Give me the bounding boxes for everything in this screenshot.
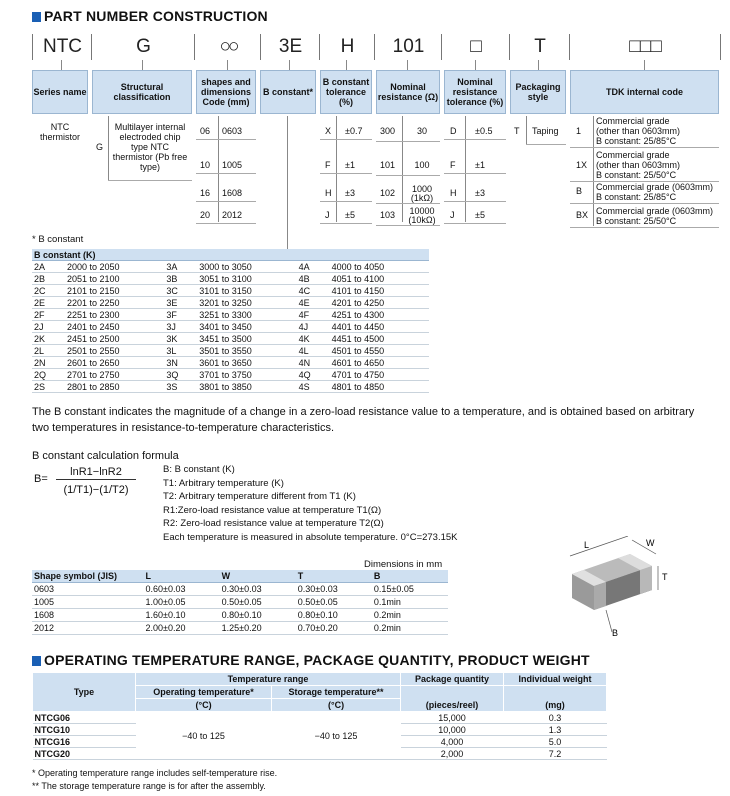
- b-table-cell: 3Q: [164, 369, 197, 381]
- tdk-rule: [570, 203, 719, 204]
- section-title-part-number: PART NUMBER CONSTRUCTION: [32, 8, 268, 24]
- b-table-row: [32, 381, 429, 393]
- dim-header: W: [220, 570, 296, 583]
- nomtol-rule: [444, 173, 506, 174]
- op-type: NTCG20: [33, 748, 136, 760]
- packaging-val: Taping: [532, 126, 559, 136]
- dim-row: [32, 583, 448, 596]
- shape-code: 10: [200, 160, 211, 170]
- chip-drawing: [548, 536, 678, 646]
- dim-row: [32, 609, 448, 622]
- header-nominal: Nominal resistance (Ω): [376, 70, 440, 114]
- op-head-temp: Temperature range: [136, 673, 401, 686]
- op-weight: 1.3: [504, 724, 607, 736]
- shape-value: 0603: [222, 126, 243, 136]
- formula-legend-line: T1: Arbitrary temperature (K): [163, 477, 284, 489]
- nomtol-value: ±1: [475, 160, 485, 170]
- op-head-op-unit: (°C): [136, 699, 272, 712]
- tdk-line1: Commercial grade (0603mm): [596, 182, 714, 192]
- b-table-row: [32, 261, 429, 273]
- op-type: NTCG06: [33, 712, 136, 724]
- b-table-cell: 3251 to 3300: [197, 309, 296, 321]
- b-table-cell: 2Q: [32, 369, 65, 381]
- b-table-row: [32, 345, 429, 357]
- b-table-cell: 4F: [297, 309, 330, 321]
- tdk-line1: Commercial grade (0603mm): [596, 206, 714, 216]
- structural-desc: Multilayer internal electroded chip type NTC thermistor (Pb free type): [112, 122, 188, 172]
- formula-den: (1/T1)−(1/T2): [63, 484, 129, 496]
- op-weight: 7.2: [504, 748, 607, 760]
- b-table-cell: 4B: [297, 273, 330, 285]
- op-head-pkg: Package quantity: [401, 673, 504, 686]
- b-table-cell: 4101 to 4150: [330, 285, 429, 297]
- tdk-line2: (other than 0603mm): [596, 160, 681, 170]
- b-table-cell: 3C: [164, 285, 197, 297]
- dim-cell: 1608: [32, 609, 144, 622]
- b-table-cell: 2F: [32, 309, 65, 321]
- shape-rule: [196, 201, 256, 202]
- dim-row: [32, 622, 448, 635]
- b-table-row: [32, 321, 429, 333]
- shape-rule: [196, 223, 256, 224]
- btol-code: H: [325, 188, 332, 198]
- nomtol-value: ±0.5: [475, 126, 493, 136]
- btol-rule: [320, 139, 372, 140]
- btol-value: ±5: [345, 210, 355, 220]
- dim-cell: 0.80±0.10: [296, 609, 372, 622]
- b-table-cell: 4601 to 4650: [330, 357, 429, 369]
- b-table-cell: 3000 to 3050: [197, 261, 296, 273]
- b-table-cell: 3451 to 3500: [197, 333, 296, 345]
- b-table-row: [32, 369, 429, 381]
- tdk-line3: B constant: 25/85°C: [596, 136, 677, 146]
- nominal-code: 101: [380, 160, 396, 170]
- tdk-line2: B constant: 25/85°C: [596, 192, 677, 202]
- code-ntc: NTC: [32, 34, 92, 60]
- tdk-line2: (other than 0603mm): [596, 126, 681, 136]
- b-table-cell: 2801 to 2850: [65, 381, 164, 393]
- nomtol-value: ±5: [475, 210, 485, 220]
- b-table-cell: 4701 to 4750: [330, 369, 429, 381]
- op-row: [33, 712, 607, 724]
- shape-code: 16: [200, 188, 211, 198]
- b-table-cell: 2601 to 2650: [65, 357, 164, 369]
- btol-rule: [320, 173, 372, 174]
- b-table-row: [32, 357, 429, 369]
- chip-label-b: B: [612, 628, 619, 638]
- nominal-value: 10000: [409, 206, 435, 216]
- btol-value: ±0.7: [345, 126, 363, 136]
- header-packaging: Packaging style: [510, 70, 566, 114]
- b-table-cell: 3051 to 3100: [197, 273, 296, 285]
- dim-cell: 0.1min: [372, 596, 448, 609]
- b-table-cell: 3F: [164, 309, 197, 321]
- dim-cell: 0.70±0.20: [296, 622, 372, 635]
- btol-value: ±1: [345, 160, 355, 170]
- nominal-rule: [376, 141, 440, 142]
- btol-rule: [320, 201, 372, 202]
- b-table-cell: 2J: [32, 321, 65, 333]
- dim-cell: 1.25±0.20: [220, 622, 296, 635]
- b-table-cell: 2051 to 2100: [65, 273, 164, 285]
- shape-value: 1608: [222, 188, 243, 198]
- dim-cell: 1.00±0.05: [144, 596, 220, 609]
- tdk-line1: Commercial grade: [596, 150, 670, 160]
- dim-note: Dimensions in mm: [364, 559, 443, 570]
- chip-label-l: L: [584, 540, 590, 550]
- nominal-code: 300: [380, 126, 396, 136]
- dim-cell: 1005: [32, 596, 144, 609]
- b-table-cell: 4C: [297, 285, 330, 297]
- nomtol-code: J: [450, 210, 455, 220]
- b-table-cell: 3B: [164, 273, 197, 285]
- b-table-cell: 2701 to 2750: [65, 369, 164, 381]
- nominal-value: 30: [416, 126, 427, 136]
- b-table-cell: 4Q: [297, 369, 330, 381]
- op-head-wt: Individual weight: [504, 673, 607, 686]
- b-table-row: [32, 333, 429, 345]
- code-shape: ○○: [194, 34, 261, 60]
- nominal-code: 103: [380, 210, 396, 220]
- b-table-cell: 2401 to 2450: [65, 321, 164, 333]
- b-table-cell: 4051 to 4100: [330, 273, 429, 285]
- b-table-cell: 4E: [297, 297, 330, 309]
- b-table-cell: 3701 to 3750: [197, 369, 296, 381]
- tdk-line2: B constant: 25/50°C: [596, 216, 677, 226]
- structural-code: G: [96, 142, 104, 152]
- b-table-cell: 2C: [32, 285, 65, 297]
- b-table-cell: 3E: [164, 297, 197, 309]
- formula-legend-line: R1:Zero-load resistance value at temperature T1(Ω): [163, 504, 382, 516]
- op-pkg: 10,000: [401, 724, 504, 736]
- storage-range: −40 to 125: [272, 712, 401, 760]
- b-table-cell: 3801 to 3850: [197, 381, 296, 393]
- section-title-operating: OPERATING TEMPERATURE RANGE, PACKAGE QUANTITY, PRODUCT WEIGHT: [32, 652, 590, 668]
- dim-cell: 0.2min: [372, 609, 448, 622]
- b-table-cell: 4201 to 4250: [330, 297, 429, 309]
- formula-legend-line: T2: Arbitrary temperature different from T1 (K): [163, 491, 356, 503]
- dim-cell: 2012: [32, 622, 144, 635]
- operating-table: [32, 672, 607, 760]
- nomtol-code: D: [450, 126, 457, 136]
- dim-cell: 0.30±0.03: [220, 583, 296, 596]
- nomtol-rule: [444, 223, 506, 224]
- dim-cell: 0.50±0.05: [220, 596, 296, 609]
- b-table-cell: 4A: [297, 261, 330, 273]
- b-table-row: [32, 285, 429, 297]
- b-table-cell: 2A: [32, 261, 65, 273]
- b-table-cell: 2101 to 2150: [65, 285, 164, 297]
- b-table-cell: 4801 to 4850: [330, 381, 429, 393]
- b-table-cell: 3201 to 3250: [197, 297, 296, 309]
- nominal-code: 102: [380, 188, 396, 198]
- b-table-cell: 3J: [164, 321, 197, 333]
- b-table-cell: 2E: [32, 297, 65, 309]
- dimension-table: [32, 570, 448, 635]
- dim-header: Shape symbol (JIS): [32, 570, 144, 583]
- b-table-cell: 2K: [32, 333, 65, 345]
- dim-cell: 1.60±0.10: [144, 609, 220, 622]
- header-tdk: TDK internal code: [570, 70, 719, 114]
- code-packaging: T: [509, 34, 570, 60]
- b-table-cell: 3N: [164, 357, 197, 369]
- nominal-sub: (1kΩ): [410, 193, 434, 203]
- tdk-rule: [570, 147, 719, 148]
- b-table-header: B constant (K): [32, 249, 429, 261]
- b-table-cell: 2201 to 2250: [65, 297, 164, 309]
- b-table-row: [32, 297, 429, 309]
- header-series: Series name: [32, 70, 88, 114]
- tdk-code: BX: [576, 210, 589, 220]
- shape-code: 20: [200, 210, 211, 220]
- dim-cell: 2.00±0.20: [144, 622, 220, 635]
- shape-value: 1005: [222, 160, 243, 170]
- b-note: * B constant: [32, 234, 84, 245]
- packaging-code: T: [514, 126, 520, 136]
- b-table-cell: 4501 to 4550: [330, 345, 429, 357]
- dim-header: B: [372, 570, 448, 583]
- b-table-cell: 4251 to 4300: [330, 309, 429, 321]
- nominal-rule: [376, 225, 440, 226]
- b-table-cell: 3L: [164, 345, 197, 357]
- b-table-cell: 4K: [297, 333, 330, 345]
- op-head-wt-unit: (mg): [504, 686, 607, 712]
- b-table-cell: 4N: [297, 357, 330, 369]
- dim-cell: 0.60±0.03: [144, 583, 220, 596]
- formula-legend-line: R2: Zero-load resistance value at temperature T2(Ω): [163, 518, 384, 530]
- code-bconst: 3E: [260, 34, 320, 60]
- header-shapes: shapes and dimensions Code (mm): [196, 70, 256, 114]
- dim-cell: 0.2min: [372, 622, 448, 635]
- nomtol-rule: [444, 201, 506, 202]
- dim-cell: 0603: [32, 583, 144, 596]
- btol-code: X: [325, 126, 332, 136]
- b-table-cell: 2N: [32, 357, 65, 369]
- footnote-2: ** The storage temperature range is for after the assembly.: [32, 781, 266, 791]
- chip-label-t: T: [662, 572, 668, 582]
- b-table-cell: 4L: [297, 345, 330, 357]
- dim-cell: 0.80±0.10: [220, 609, 296, 622]
- btol-code: J: [325, 210, 330, 220]
- nominal-value: 100: [414, 160, 430, 170]
- b-table-row: [32, 309, 429, 321]
- shape-value: 2012: [222, 210, 243, 220]
- op-pkg: 2,000: [401, 748, 504, 760]
- code-structural: G: [91, 34, 195, 60]
- b-table-cell: 3S: [164, 381, 197, 393]
- b-description: The B constant indicates the magnitude of a change in a zero-load resistance value to a temperature, and is obtained based on arbitrary two temperatures in resistance-to-temperature characteristics.: [32, 406, 695, 434]
- series-desc: NTC thermistor: [39, 122, 80, 142]
- b-table-cell: 3K: [164, 333, 197, 345]
- btol-code: F: [325, 160, 331, 170]
- dim-cell: 0.50±0.05: [296, 596, 372, 609]
- formula-lhs: B=: [34, 473, 48, 485]
- formula-legend-line: Each temperature is measured in absolute temperature. 0°C=273.15K: [163, 532, 458, 543]
- b-table-cell: 3601 to 3650: [197, 357, 296, 369]
- nomtol-code: H: [450, 188, 457, 198]
- formula-legend-line: B: B constant (K): [163, 464, 235, 475]
- op-head-st: Storage temperature**: [272, 686, 401, 699]
- header-structural: Structural classification: [92, 70, 192, 114]
- b-table-cell: 4401 to 4450: [330, 321, 429, 333]
- btol-value: ±3: [345, 188, 355, 198]
- tdk-code: 1X: [576, 160, 588, 170]
- b-table-cell: 4S: [297, 381, 330, 393]
- btol-rule: [320, 223, 372, 224]
- op-type: NTCG10: [33, 724, 136, 736]
- b-table-row: [32, 273, 429, 285]
- dim-cell: 0.15±0.05: [372, 583, 448, 596]
- footnote-1: * Operating temperature range includes self-temperature rise.: [32, 768, 278, 778]
- b-table-cell: 4451 to 4500: [330, 333, 429, 345]
- chip-label-w: W: [646, 538, 655, 548]
- op-head-st-unit: (°C): [272, 699, 401, 712]
- b-table-cell: 3101 to 3150: [197, 285, 296, 297]
- tdk-code: 1: [576, 126, 582, 136]
- op-range: −40 to 125: [136, 712, 272, 760]
- op-weight: 5.0: [504, 736, 607, 748]
- code-nomtol: □: [441, 34, 510, 60]
- nomtol-rule: [444, 139, 506, 140]
- shape-rule: [196, 139, 256, 140]
- op-head-op: Operating temperature*: [136, 686, 272, 699]
- b-table-cell: 4J: [297, 321, 330, 333]
- nominal-rule: [376, 203, 440, 204]
- header-nomtol: Nominal resistance tolerance (%): [444, 70, 506, 114]
- tdk-line3: B constant: 25/50°C: [596, 170, 677, 180]
- op-pkg: 4,000: [401, 736, 504, 748]
- b-table-cell: 4000 to 4050: [330, 261, 429, 273]
- dim-header: L: [144, 570, 220, 583]
- nomtol-value: ±3: [475, 188, 485, 198]
- op-head-type: Type: [33, 673, 136, 712]
- code-tdk: □□□: [569, 34, 721, 60]
- b-table-cell: 3A: [164, 261, 197, 273]
- b-table-cell: 3501 to 3550: [197, 345, 296, 357]
- b-table-cell: 2L: [32, 345, 65, 357]
- op-weight: 0.3: [504, 712, 607, 724]
- dim-cell: 0.30±0.03: [296, 583, 372, 596]
- shape-code: 06: [200, 126, 211, 136]
- nominal-value: 1000: [411, 184, 433, 194]
- formula-num: lnR1−lnR2: [56, 466, 136, 480]
- header-btol: B constant tolerance (%): [320, 70, 372, 114]
- op-pkg: 15,000: [401, 712, 504, 724]
- nominal-rule: [376, 175, 440, 176]
- shape-rule: [196, 173, 256, 174]
- header-bconst: B constant*: [260, 70, 316, 114]
- nomtol-code: F: [450, 160, 456, 170]
- formula-title: B constant calculation formula: [32, 450, 179, 462]
- b-table-cell: 3401 to 3450: [197, 321, 296, 333]
- nominal-sub: (10kΩ): [408, 215, 436, 225]
- op-type: NTCG16: [33, 736, 136, 748]
- b-table-cell: 2451 to 2500: [65, 333, 164, 345]
- b-table-cell: 2S: [32, 381, 65, 393]
- code-btol: H: [319, 34, 375, 60]
- tdk-rule: [570, 227, 719, 228]
- dim-row: [32, 596, 448, 609]
- b-table-cell: 2251 to 2300: [65, 309, 164, 321]
- code-nominal: 101: [374, 34, 442, 60]
- tdk-line1: Commercial grade: [596, 116, 670, 126]
- dim-header: T: [296, 570, 372, 583]
- b-table-cell: 2501 to 2550: [65, 345, 164, 357]
- b-constant-table: [32, 249, 429, 393]
- b-table-cell: 2B: [32, 273, 65, 285]
- op-head-pkg-unit: (pieces/reel): [401, 686, 504, 712]
- b-table-cell: 2000 to 2050: [65, 261, 164, 273]
- tdk-code: B: [576, 186, 583, 196]
